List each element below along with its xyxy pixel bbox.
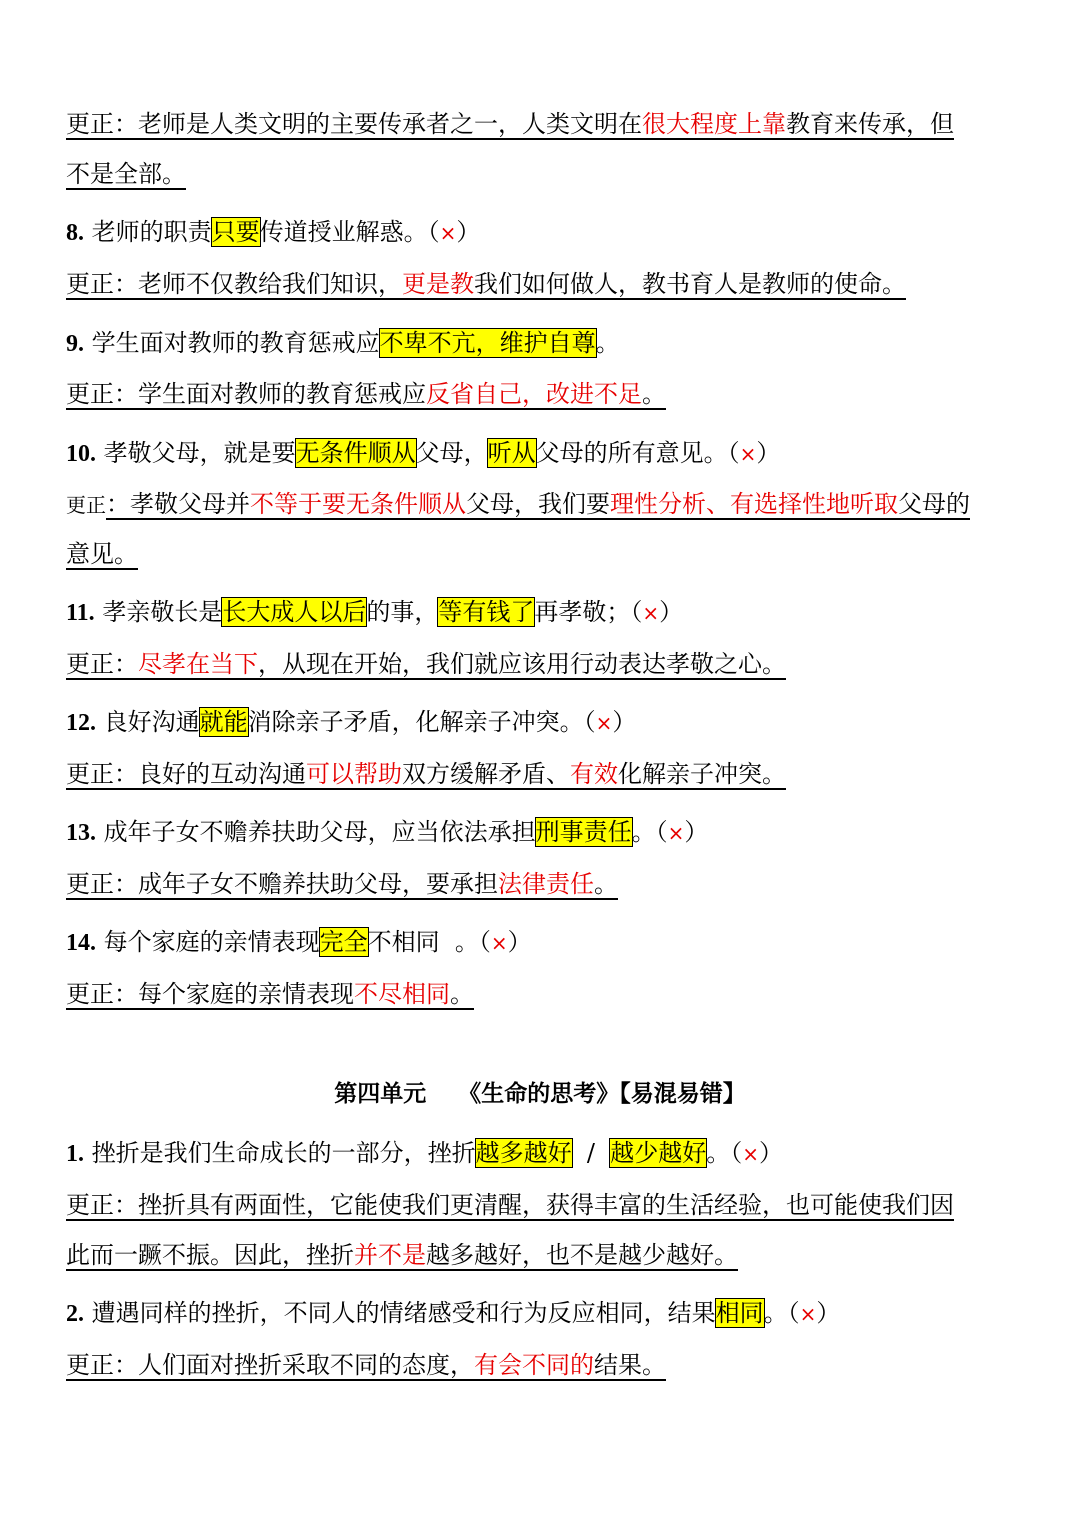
correction-line: 更正：良好的互动沟通可以帮助双方缓解矛盾、有效化解亲子冲突。 [66,760,786,788]
wrong-mark-icon: × [667,821,685,845]
highlight: 等有钱了 [438,598,535,626]
correction-line: 更正：成年子女不赡养扶助父母，要承担法律责任。 [66,870,618,898]
question-item: 12. 良好沟通就能消除亲子矛盾，化解亲子冲突。（×） [66,708,637,736]
correction-line: 更正：人们面对挫折采取不同的态度，有会不同的结果。 [66,1351,666,1379]
wrong-mark-icon: × [595,711,613,735]
question-item: 2. 遭遇同样的挫折，不同人的情绪感受和行为反应相同，结果相同。（×） [66,1299,841,1327]
correction-line: 更正：每个家庭的亲情表现不尽相同。 [66,980,474,1008]
highlight: 刑事责任 [535,818,632,846]
highlight: 越少越好 [610,1139,707,1167]
question-item: 9. 学生面对教师的教育惩戒应不卑不亢，维护自尊。 [66,329,620,357]
highlight: 只要 [211,218,260,246]
correction-line: 此而一蹶不振。因此，挫折并不是越多越好，也不是越少越好。 [66,1241,738,1269]
highlight: 长大成人以后 [222,598,367,626]
wrong-mark-icon: × [799,1302,817,1326]
correction-line: 不是全部。 [66,160,186,188]
highlight: 就能 [199,708,248,736]
correction-line: 意见。 [66,540,138,568]
wrong-mark-icon: × [439,221,457,245]
wrong-mark-icon: × [742,1142,760,1166]
question-item: 1. 挫折是我们生命成长的一部分，挫折越多越好 / 越少越好。（×） [66,1139,784,1167]
wrong-mark-icon: × [739,442,757,466]
wrong-mark-icon: × [490,931,508,955]
highlight: 相同 [715,1299,764,1327]
question-item: 14. 每个家庭的亲情表现完全不相同 。（×） [66,928,532,956]
question-item: 13. 成年子女不赡养扶助父母，应当依法承担刑事责任。（×） [66,818,709,846]
question-item: 10. 孝敬父母，就是要无条件顺从父母，听从父母的所有意见。（×） [66,439,781,467]
correction-line: 更正：尽孝在当下，从现在开始，我们就应该用行动表达孝敬之心。 [66,650,786,678]
correction-line: 更正：老师不仅教给我们知识，更是教我们如何做人，教书育人是教师的使命。 [66,270,906,298]
wrong-mark-icon: × [642,601,660,625]
question-item: 11. 孝亲敬长是长大成人以后的事，等有钱了再孝敬；（×） [66,598,684,626]
highlight: 无条件顺从 [295,439,416,467]
correction-line: 更正：学生面对教师的教育惩戒应反省自己，改进不足。 [66,380,666,408]
question-item: 8. 老师的职责只要传道授业解惑。（×） [66,218,481,246]
highlight: 不卑不亢，维护自尊 [379,329,596,357]
correction-line: 更正：孝敬父母并不等于要无条件顺从父母，我们要理性分析、有选择性地听取父母的 [66,490,970,518]
highlight: 听从 [487,439,536,467]
correction-line: 更正：挫折具有两面性，它能使我们更清醒，获得丰富的生活经验，也可能使我们因 [66,1191,954,1219]
correction-line: 更正：老师是人类文明的主要传承者之一，人类文明在很大程度上靠教育来传承，但 [66,110,954,138]
section-heading: 第四单元 《生命的思考》【易混易错】 [334,1081,746,1107]
highlight: 完全 [319,928,368,956]
highlight: 越多越好 [475,1139,572,1167]
